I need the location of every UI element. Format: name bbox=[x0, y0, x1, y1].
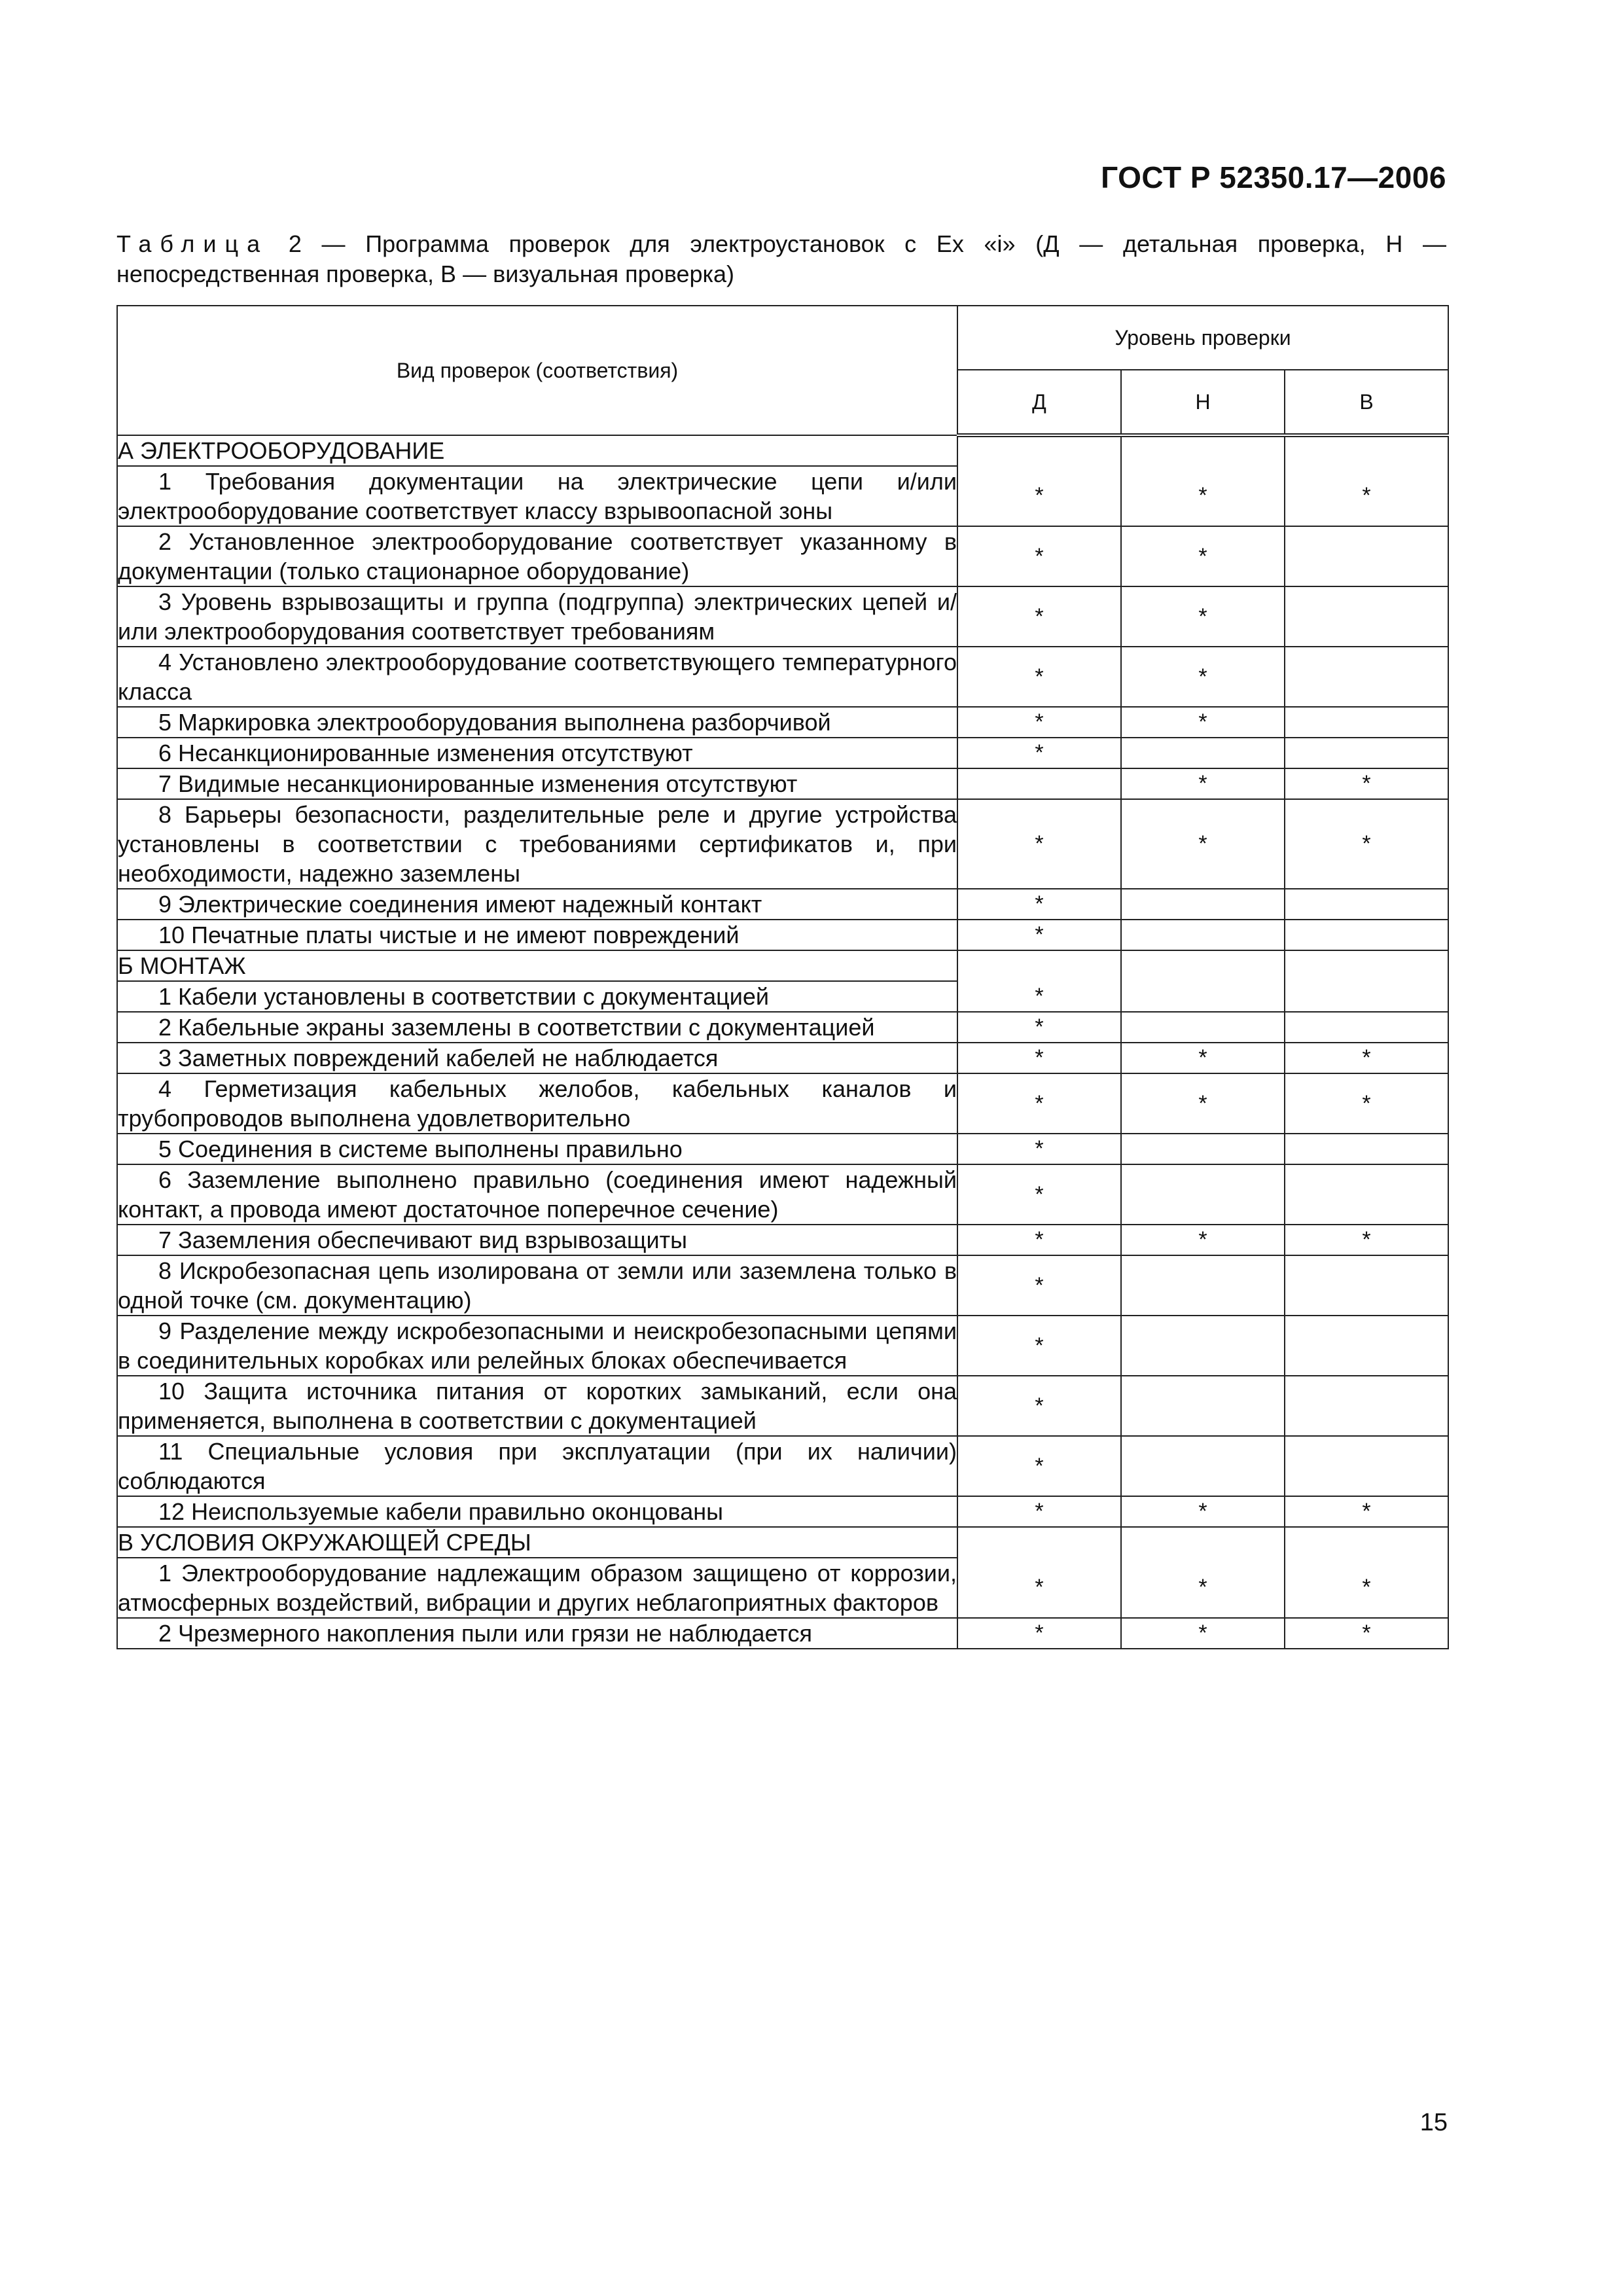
item-text: Требования документации на электрические цепи и/или электрооборудование соответствует классу взрывоопасной зоны bbox=[118, 468, 957, 524]
item-text: Уровень взрывозащиты и группа (подгруппа) электрических цепей и/или электрооборудования соответствует требованиям bbox=[118, 588, 957, 645]
mark-visual bbox=[1285, 647, 1448, 707]
mark-detailed: * bbox=[957, 707, 1121, 738]
level-cell bbox=[1285, 435, 1448, 466]
inspection-item bbox=[117, 1496, 957, 1527]
item-text: Чрезмерного накопления пыли или грязи не наблюдается bbox=[178, 1620, 812, 1647]
level-cell bbox=[1121, 435, 1285, 466]
table-row bbox=[117, 981, 1448, 1012]
section-title: В УСЛОВИЯ ОКРУЖАЮЩЕЙ СРЕДЫ bbox=[117, 1527, 957, 1558]
header-inspection-type: Вид проверок (соответствия) bbox=[117, 306, 957, 435]
mark-detailed: * bbox=[957, 1164, 1121, 1225]
mark-visual bbox=[1285, 586, 1448, 647]
mark-visual: * bbox=[1285, 1043, 1448, 1073]
mark-close bbox=[1121, 1436, 1285, 1496]
inspection-item bbox=[117, 1164, 957, 1225]
mark-visual bbox=[1285, 738, 1448, 768]
table-row bbox=[117, 526, 1448, 586]
inspection-item bbox=[117, 738, 957, 768]
inspection-item bbox=[117, 707, 957, 738]
mark-visual bbox=[1285, 526, 1448, 586]
mark-visual bbox=[1285, 920, 1448, 950]
mark-visual bbox=[1285, 1436, 1448, 1496]
mark-detailed: * bbox=[957, 920, 1121, 950]
inspection-item bbox=[117, 1255, 957, 1316]
mark-detailed: * bbox=[957, 1012, 1121, 1043]
item-text: Соединения в системе выполнены правильно bbox=[178, 1136, 683, 1162]
item-text: Заземление выполнено правильно (соединения имеют надежный контакт, а провода имеют достаточное поперечное сечение) bbox=[118, 1166, 957, 1223]
level-cell bbox=[957, 950, 1121, 981]
inspection-item bbox=[117, 1558, 957, 1618]
mark-visual bbox=[1285, 1012, 1448, 1043]
table-row bbox=[117, 647, 1448, 707]
table-row bbox=[117, 1436, 1448, 1496]
mark-visual bbox=[1285, 889, 1448, 920]
item-number: 10 bbox=[158, 922, 185, 948]
item-number: 3 bbox=[158, 1045, 172, 1071]
mark-detailed: * bbox=[957, 586, 1121, 647]
item-number: 4 bbox=[158, 649, 172, 675]
mark-detailed: * bbox=[957, 1618, 1121, 1649]
mark-visual: * bbox=[1285, 1558, 1448, 1618]
mark-close bbox=[1121, 1376, 1285, 1436]
mark-visual bbox=[1285, 1376, 1448, 1436]
table-row bbox=[117, 707, 1448, 738]
item-text: Защита источника питания от коротких замыканий, если она применяется, выполнена в соответствии с документацией bbox=[118, 1378, 957, 1434]
mark-detailed bbox=[957, 768, 1121, 799]
inspection-item bbox=[117, 586, 957, 647]
inspection-item bbox=[117, 1316, 957, 1376]
section-row bbox=[117, 1527, 1448, 1558]
mark-detailed: * bbox=[957, 1436, 1121, 1496]
mark-detailed: * bbox=[957, 1073, 1121, 1134]
item-text: Заземления обеспечивают вид взрывозащиты bbox=[178, 1227, 688, 1253]
mark-detailed: * bbox=[957, 981, 1121, 1012]
item-text: Специальные условия при эксплуатации (при их наличии) соблюдаются bbox=[118, 1438, 957, 1494]
page-number: 15 bbox=[1419, 2109, 1448, 2136]
inspection-item bbox=[117, 1436, 957, 1496]
mark-detailed: * bbox=[957, 738, 1121, 768]
inspection-item bbox=[117, 1012, 957, 1043]
inspection-item bbox=[117, 1073, 957, 1134]
level-cell bbox=[1121, 1527, 1285, 1558]
mark-detailed: * bbox=[957, 1134, 1121, 1164]
table-row bbox=[117, 889, 1448, 920]
table-row bbox=[117, 799, 1448, 889]
table-row bbox=[117, 1618, 1448, 1649]
inspection-item bbox=[117, 799, 957, 889]
table-row bbox=[117, 920, 1448, 950]
item-text: Несанкционированные изменения отсутствуют bbox=[178, 740, 693, 766]
mark-close: * bbox=[1121, 526, 1285, 586]
table-row bbox=[117, 1164, 1448, 1225]
inspection-item bbox=[117, 768, 957, 799]
mark-close bbox=[1121, 1316, 1285, 1376]
table-row bbox=[117, 1012, 1448, 1043]
mark-close: * bbox=[1121, 799, 1285, 889]
mark-visual bbox=[1285, 1255, 1448, 1316]
item-number: 7 bbox=[158, 770, 172, 797]
mark-close: * bbox=[1121, 1496, 1285, 1527]
mark-visual: * bbox=[1285, 1618, 1448, 1649]
item-text: Кабельные экраны заземлены в соответствии с документацией bbox=[178, 1014, 875, 1041]
mark-detailed: * bbox=[957, 526, 1121, 586]
item-number: 8 bbox=[158, 1257, 172, 1284]
item-number: 3 bbox=[158, 588, 172, 615]
mark-detailed: * bbox=[957, 1255, 1121, 1316]
mark-close: * bbox=[1121, 1043, 1285, 1073]
item-text: Барьеры безопасности, разделительные реле и другие устройства установлены в соответствии с требованиями сертификатов и, при необходимости, надежно заземлены bbox=[118, 801, 957, 887]
item-number: 9 bbox=[158, 891, 172, 918]
inspection-item bbox=[117, 889, 957, 920]
table-row bbox=[117, 1376, 1448, 1436]
inspection-item bbox=[117, 647, 957, 707]
mark-close: * bbox=[1121, 647, 1285, 707]
inspection-item bbox=[117, 526, 957, 586]
mark-visual bbox=[1285, 1316, 1448, 1376]
item-number: 4 bbox=[158, 1075, 172, 1102]
table-row bbox=[117, 1073, 1448, 1134]
mark-visual: * bbox=[1285, 1225, 1448, 1255]
mark-visual: * bbox=[1285, 768, 1448, 799]
mark-close: * bbox=[1121, 768, 1285, 799]
mark-detailed: * bbox=[957, 1043, 1121, 1073]
item-number: 5 bbox=[158, 709, 172, 736]
mark-visual: * bbox=[1285, 799, 1448, 889]
mark-visual: * bbox=[1285, 1496, 1448, 1527]
level-cell bbox=[1285, 1527, 1448, 1558]
mark-detailed: * bbox=[957, 647, 1121, 707]
table-row bbox=[117, 586, 1448, 647]
mark-close bbox=[1121, 1134, 1285, 1164]
item-text: Неиспользуемые кабели правильно оконцованы bbox=[191, 1498, 724, 1525]
mark-detailed: * bbox=[957, 1376, 1121, 1436]
item-number: 7 bbox=[158, 1227, 172, 1253]
mark-close bbox=[1121, 1255, 1285, 1316]
inspection-item bbox=[117, 466, 957, 526]
item-number: 6 bbox=[158, 740, 172, 766]
mark-detailed: * bbox=[957, 1496, 1121, 1527]
header-level-visual: В bbox=[1285, 370, 1448, 435]
mark-visual: * bbox=[1285, 466, 1448, 526]
section-title: Б МОНТАЖ bbox=[117, 950, 957, 981]
inspection-program-table bbox=[116, 305, 1449, 1649]
section-row bbox=[117, 950, 1448, 981]
standard-code: ГОСТ Р 52350.17—2006 bbox=[1101, 160, 1446, 194]
item-number: 5 bbox=[158, 1136, 172, 1162]
item-number: 2 bbox=[158, 1014, 172, 1041]
table-row bbox=[117, 1225, 1448, 1255]
table-row bbox=[117, 1134, 1448, 1164]
mark-close: * bbox=[1121, 1073, 1285, 1134]
section-title: А ЭЛЕКТРООБОРУДОВАНИЕ bbox=[117, 435, 957, 466]
table-caption-label: Таблица bbox=[116, 230, 269, 257]
table-row bbox=[117, 738, 1448, 768]
section-row bbox=[117, 435, 1448, 466]
mark-close: * bbox=[1121, 707, 1285, 738]
item-number: 2 bbox=[158, 1620, 172, 1647]
table-row bbox=[117, 1043, 1448, 1073]
inspection-item bbox=[117, 1134, 957, 1164]
level-cell bbox=[1121, 950, 1285, 981]
item-number: 6 bbox=[158, 1166, 172, 1193]
inspection-item bbox=[117, 1043, 957, 1073]
mark-detailed: * bbox=[957, 1316, 1121, 1376]
item-number: 10 bbox=[158, 1378, 185, 1405]
inspection-item bbox=[117, 1618, 957, 1649]
item-number: 8 bbox=[158, 801, 172, 828]
item-number: 2 bbox=[158, 528, 172, 555]
mark-visual bbox=[1285, 981, 1448, 1012]
table-row bbox=[117, 1496, 1448, 1527]
mark-visual: * bbox=[1285, 1073, 1448, 1134]
item-text: Печатные платы чистые и не имеют повреждений bbox=[191, 922, 740, 948]
inspection-item bbox=[117, 1376, 957, 1436]
item-text: Заметных повреждений кабелей не наблюдается bbox=[178, 1045, 719, 1071]
table-row bbox=[117, 466, 1448, 526]
item-number: 9 bbox=[158, 1318, 172, 1344]
level-cell bbox=[1285, 950, 1448, 981]
inspection-item bbox=[117, 920, 957, 950]
item-text: Установлено электрооборудование соответствующего температурного класса bbox=[118, 649, 957, 705]
item-text: Электрические соединения имеют надежный контакт bbox=[178, 891, 762, 918]
table-caption bbox=[116, 229, 1446, 289]
mark-detailed: * bbox=[957, 1558, 1121, 1618]
item-text: Маркировка электрооборудования выполнена разборчивой bbox=[178, 709, 831, 736]
table-row bbox=[117, 1316, 1448, 1376]
inspection-item bbox=[117, 1225, 957, 1255]
table-row bbox=[117, 1558, 1448, 1618]
mark-close bbox=[1121, 920, 1285, 950]
item-text: Искробезопасная цепь изолирована от земли или заземлена только в одной точке (см. документацию) bbox=[118, 1257, 957, 1314]
mark-close bbox=[1121, 1012, 1285, 1043]
header-level-detailed: Д bbox=[957, 370, 1121, 435]
table-body bbox=[117, 435, 1448, 1649]
mark-close bbox=[1121, 1164, 1285, 1225]
mark-close bbox=[1121, 981, 1285, 1012]
mark-close bbox=[1121, 889, 1285, 920]
table-row bbox=[117, 1255, 1448, 1316]
header-inspection-level: Уровень проверки bbox=[957, 306, 1448, 370]
item-number: 11 bbox=[158, 1438, 183, 1465]
mark-detailed: * bbox=[957, 799, 1121, 889]
inspection-item bbox=[117, 981, 957, 1012]
mark-close: * bbox=[1121, 1618, 1285, 1649]
item-text: Кабели установлены в соответствии с документацией bbox=[178, 983, 770, 1010]
item-text: Электрооборудование надлежащим образом защищено от коррозии, атмосферных воздействий, вибрации и других неблагоприятных факторов bbox=[118, 1560, 957, 1616]
item-number: 1 bbox=[158, 468, 172, 495]
mark-detailed: * bbox=[957, 889, 1121, 920]
level-cell bbox=[957, 435, 1121, 466]
mark-detailed: * bbox=[957, 1225, 1121, 1255]
table-row bbox=[117, 768, 1448, 799]
mark-detailed: * bbox=[957, 466, 1121, 526]
mark-close: * bbox=[1121, 586, 1285, 647]
mark-close: * bbox=[1121, 1558, 1285, 1618]
table-caption-text: 2 — Программа проверок для электроустановок с Ex «i» (Д — детальная проверка, Н — непосредственная проверка, В — визуальная проверка) bbox=[116, 230, 1446, 287]
mark-visual bbox=[1285, 707, 1448, 738]
mark-close bbox=[1121, 738, 1285, 768]
item-text: Видимые несанкционированные изменения отсутствуют bbox=[178, 770, 798, 797]
item-text: Герметизация кабельных желобов, кабельных каналов и трубопроводов выполнена удовлетворительно bbox=[118, 1075, 957, 1132]
mark-visual bbox=[1285, 1164, 1448, 1225]
header-level-close: Н bbox=[1121, 370, 1285, 435]
item-number: 12 bbox=[158, 1498, 185, 1525]
item-number: 1 bbox=[158, 983, 172, 1010]
item-text: Разделение между искробезопасными и неискробезопасными цепями в соединительных коробках или релейных блоках обеспечивается bbox=[118, 1318, 957, 1374]
level-cell bbox=[957, 1527, 1121, 1558]
item-number: 1 bbox=[158, 1560, 172, 1587]
item-text: Установленное электрооборудование соответствует указанному в документации (только стационарное оборудование) bbox=[118, 528, 957, 584]
mark-visual bbox=[1285, 1134, 1448, 1164]
mark-close: * bbox=[1121, 1225, 1285, 1255]
mark-close: * bbox=[1121, 466, 1285, 526]
